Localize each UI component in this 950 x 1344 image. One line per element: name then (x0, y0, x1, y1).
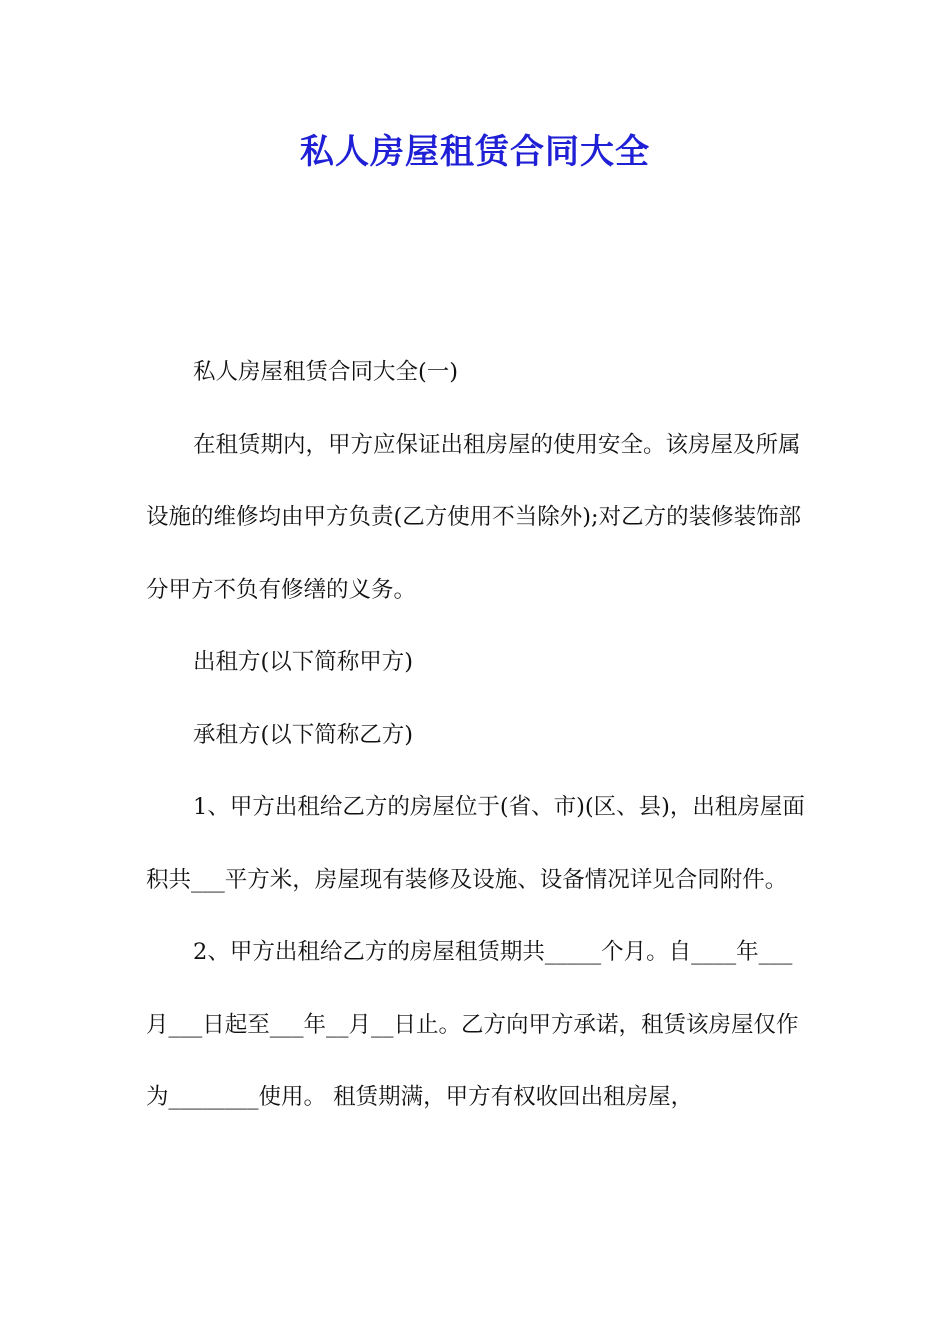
paragraph-maintenance-clause: 在租赁期内，甲方应保证出租房屋的使用安全。该房屋及所属设施的维修均由甲方负责(乙方使用不当除外);对乙方的装修装饰部分甲方不负有修缮的义务。 (146, 431, 802, 603)
paragraph-clause-2: 2、甲方出租给乙方的房屋租赁期共_____个月。自____年___月___日起至___年__月__日止。乙方向甲方承诺，租赁该房屋仅作为________使用。 租赁期满，甲方有权收回出租房屋， (146, 939, 799, 1110)
paragraph-clause-1: 1、甲方出租给乙方的房屋位于(省、市)(区、县)，出租房屋面积共___平方米，房屋现有装修及设施、设备情况详见合同附件。 (146, 794, 805, 893)
document-title: 私人房屋租赁合同大全 (300, 132, 650, 172)
document-body (146, 336, 810, 1134)
paragraph-lessor: 出租方(以下简称甲方) (193, 649, 414, 675)
paragraph-lessee: 承租方(以下简称乙方) (193, 721, 414, 748)
paragraph-subtitle: 私人房屋租赁合同大全(一) (193, 359, 459, 385)
